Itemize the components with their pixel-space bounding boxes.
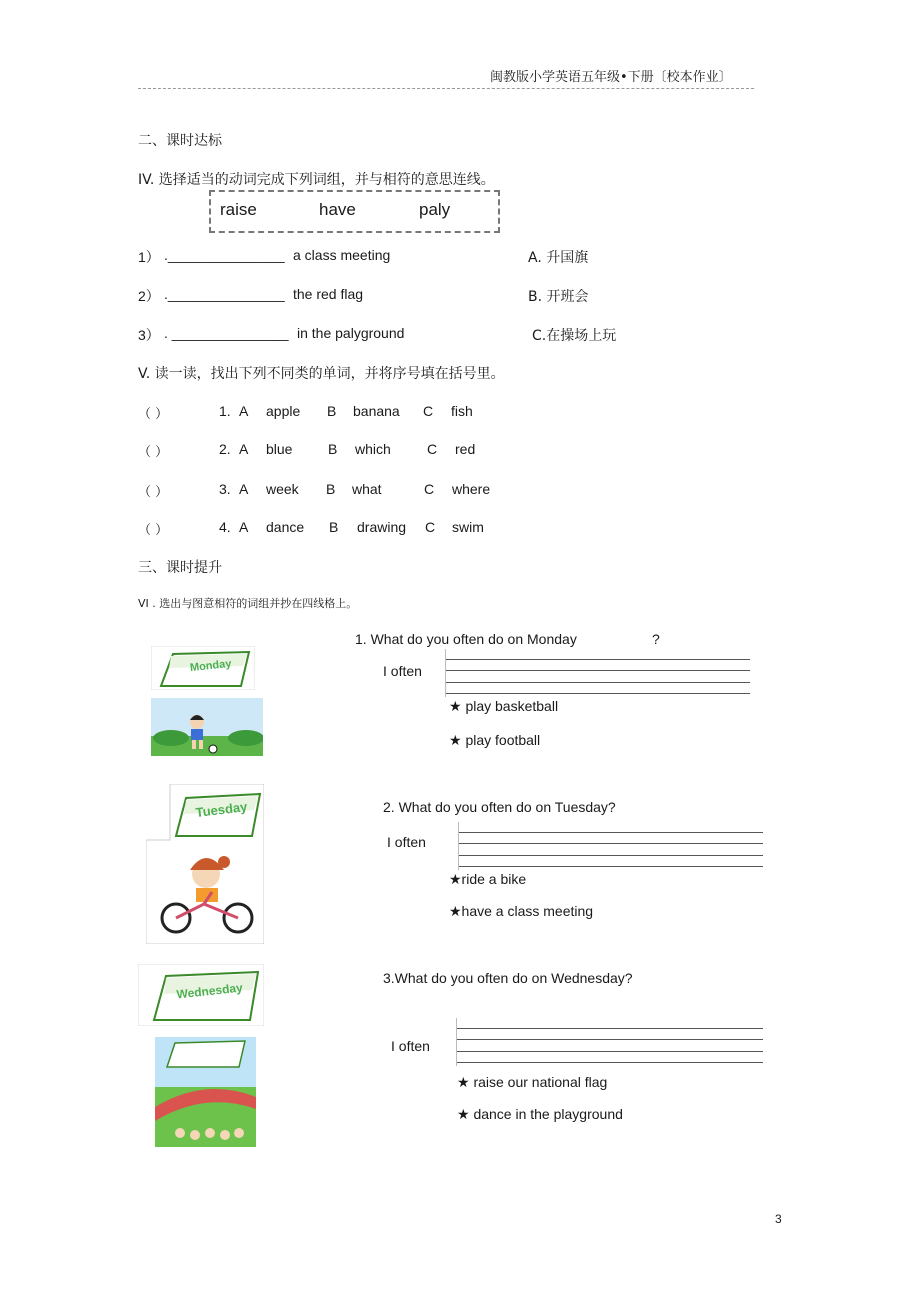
option-b-word: which xyxy=(355,441,391,457)
phrase-option: ★ play basketball xyxy=(449,698,559,714)
q4-item-number: 2） xyxy=(138,288,160,304)
page-number: 3 xyxy=(775,1212,782,1226)
phrase-option: ★ raise our national flag xyxy=(457,1074,608,1090)
option-a-letter: A xyxy=(239,441,249,457)
answer-parentheses[interactable]: （ ） xyxy=(138,407,169,422)
q4-item-option: C.在操场上玩 xyxy=(532,328,617,344)
four-line-grid[interactable] xyxy=(458,822,763,870)
option-c-letter: C xyxy=(423,403,434,419)
word-bank-word: have xyxy=(319,200,356,219)
q6-question-3: 3.What do you often do on Wednesday? xyxy=(383,970,633,986)
answer-parentheses[interactable]: （ ） xyxy=(138,523,169,538)
boy-playing-football-image xyxy=(151,698,263,756)
q4-instruction: IV. 选择适当的动词完成下列词组，并与相符的意思连线。 xyxy=(138,172,495,188)
option-c-letter: C xyxy=(424,481,435,497)
option-b-word: drawing xyxy=(357,519,407,535)
word-bank-box xyxy=(209,190,500,233)
answer-prefix: I often xyxy=(391,1038,430,1054)
q5-instruction: V. 读一读，找出下列不同类的单词，并将序号填在括号里。 xyxy=(138,366,505,382)
header-rule xyxy=(138,88,754,89)
q4-item-phrase: a class meeting xyxy=(293,247,391,263)
option-a-letter: A xyxy=(239,403,249,419)
calendar-day-label: Monday xyxy=(189,657,232,675)
option-b-letter: B xyxy=(327,403,337,419)
option-a-word: apple xyxy=(266,403,301,419)
q4-item-option: B. 开班会 xyxy=(528,289,589,305)
phrase-option: ★ride a bike xyxy=(449,871,527,887)
phrase-option: ★ dance in the playground xyxy=(457,1106,623,1122)
answer-parentheses[interactable]: （ ） xyxy=(138,485,169,500)
q5-item-number: 2. xyxy=(219,441,231,457)
monday-calendar-image xyxy=(151,646,255,690)
option-b-letter: B xyxy=(326,481,336,497)
q6-question-2: 2. What do you often do on Tuesday? xyxy=(383,799,616,815)
q5-item-number: 3. xyxy=(219,481,231,497)
q6-instruction: VI . 选出与图意相符的词组并抄在四线格上。 xyxy=(138,597,358,610)
section-3-title: 三、课时提升 xyxy=(138,560,222,576)
option-c-letter: C xyxy=(427,441,438,457)
section-2-title: 二、课时达标 xyxy=(138,133,222,149)
word-bank-word: paly xyxy=(419,200,451,219)
q5-item-number: 4. xyxy=(219,519,231,535)
tuesday-calendar-image xyxy=(146,784,264,944)
option-c-word: fish xyxy=(451,403,473,419)
answer-prefix: I often xyxy=(383,663,422,679)
page-header-title: 闽教版小学英语五年级•下册〔校本作业〕 xyxy=(490,70,732,85)
option-c-letter: C xyxy=(425,519,436,535)
q4-item-phrase: the red flag xyxy=(293,286,364,302)
phrase-option: ★ play football xyxy=(449,732,541,748)
q6-question-1-mark: ? xyxy=(652,631,660,647)
option-a-word: dance xyxy=(266,519,305,535)
answer-parentheses[interactable]: （ ） xyxy=(138,445,169,460)
calendar-day-label: Wednesday xyxy=(175,980,244,1002)
phrase-option: ★have a class meeting xyxy=(449,903,594,919)
q4-item-blank[interactable]: ._______________ xyxy=(164,286,285,302)
q4-item-number: 3） xyxy=(138,327,160,343)
four-line-grid[interactable] xyxy=(445,649,750,697)
q5-item-number: 1. xyxy=(219,403,231,419)
option-a-word: week xyxy=(266,481,299,497)
option-b-word: what xyxy=(352,481,382,497)
q4-item-number: 1） xyxy=(138,249,160,265)
q4-item-option: A. 升国旗 xyxy=(528,250,589,266)
q6-question-1: 1. What do you often do on Monday xyxy=(355,631,577,647)
q4-item-blank[interactable]: ._______________ xyxy=(164,247,285,263)
q4-item-phrase: in the palyground xyxy=(297,325,405,341)
option-c-word: red xyxy=(455,441,476,457)
four-line-grid[interactable] xyxy=(456,1018,763,1066)
q4-item-blank[interactable]: . _______________ xyxy=(164,325,289,341)
answer-prefix: I often xyxy=(387,834,426,850)
option-b-letter: B xyxy=(329,519,339,535)
option-c-word: where xyxy=(452,481,491,497)
option-a-letter: A xyxy=(239,519,249,535)
calendar-day-label: Tuesday xyxy=(194,798,249,821)
playground-image xyxy=(155,1037,256,1147)
option-a-word: blue xyxy=(266,441,293,457)
option-b-word: banana xyxy=(353,403,400,419)
option-c-word: swim xyxy=(452,519,484,535)
option-a-letter: A xyxy=(239,481,249,497)
option-b-letter: B xyxy=(328,441,338,457)
word-bank-word: raise xyxy=(220,200,257,219)
wednesday-calendar-image xyxy=(138,964,264,1026)
